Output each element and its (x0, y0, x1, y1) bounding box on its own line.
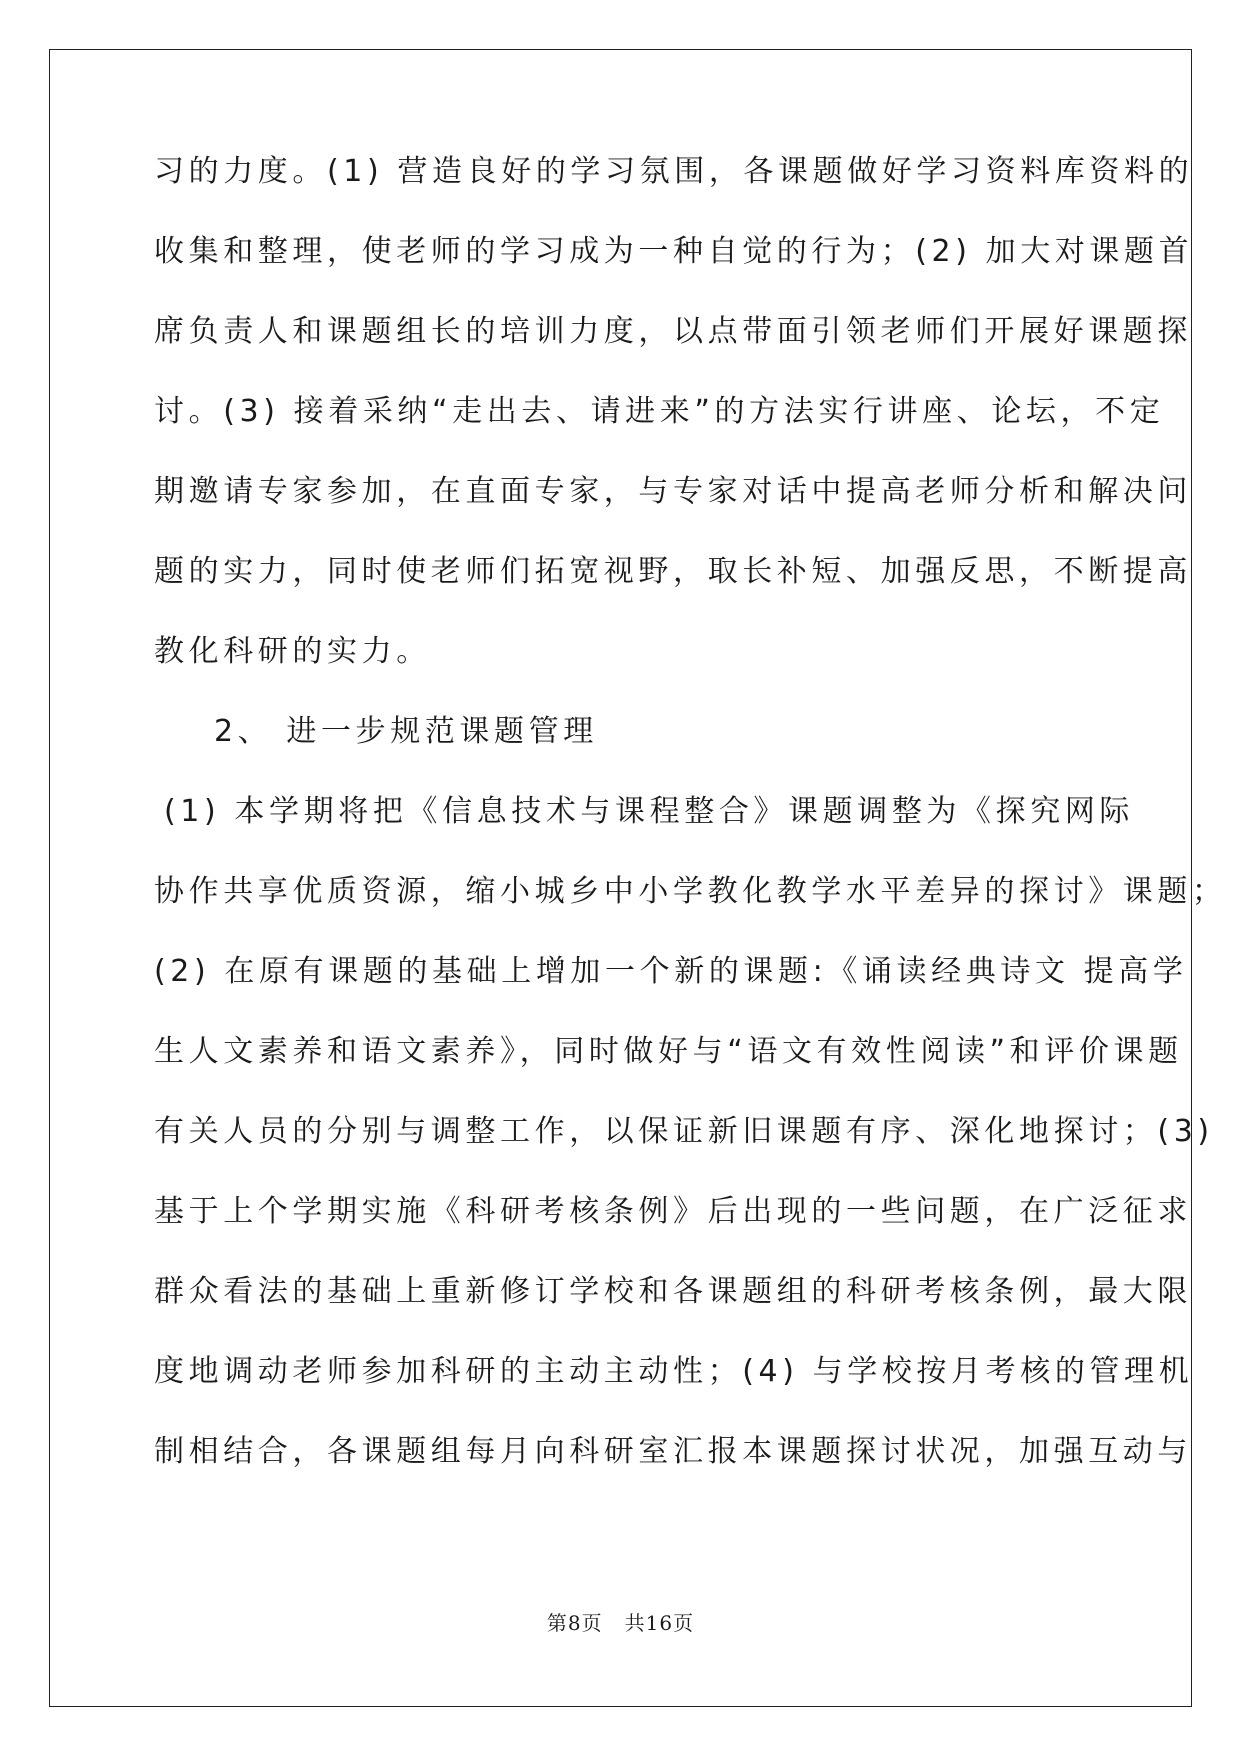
total-pages: 共16页 (624, 1611, 695, 1635)
paragraph-line: (1) 本学期将把《信息技术与课程整合》课题调整为《探究网际 (164, 794, 1135, 829)
paragraph-line: 有关人员的分别与调整工作，以保证新旧课题有序、深化地探讨；(3) (154, 1114, 1214, 1149)
paragraph-line: 题的实力，同时使老师们拓宽视野，取长补短、加强反思，不断提高 (154, 554, 1192, 589)
paragraph-line: (2) 在原有课题的基础上增加一个新的课题:《诵读经典诗文 提高学 (154, 954, 1188, 989)
paragraph-line: 席负责人和课题组长的培训力度，以点带面引领老师们开展好课题探 (154, 314, 1192, 349)
paragraph-line: 生人文素养和语文素养》，同时做好与“语文有效性阅读”和评价课题 (154, 1034, 1183, 1069)
paragraph-line: 收集和整理，使老师的学习成为一种自觉的行为；(2) 加大对课题首 (154, 234, 1194, 269)
paragraph-line: 教化科研的实力。 (154, 634, 431, 669)
paragraph-line: 制相结合，各课题组每月向科研室汇报本课题探讨状况，加强互动与 (154, 1434, 1192, 1469)
paragraph-line: 度地调动老师参加科研的主动主动性；(4) 与学校按月考核的管理机 (154, 1354, 1194, 1389)
paragraph-line: 基于上个学期实施《科研考核条例》后出现的一些问题，在广泛征求 (154, 1194, 1192, 1229)
page-footer (0, 1607, 1241, 1636)
page-number: 第8页 (546, 1611, 603, 1635)
paragraph-line: 协作共享优质资源，缩小城乡中小学教化教学水平差异的探讨》课题； (154, 874, 1227, 909)
section-heading: 2、 进一步规范课题管理 (214, 714, 598, 749)
paragraph-line: 习的力度。(1) 营造良好的学习氛围，各课题做好学习资料库资料的 (154, 154, 1194, 189)
paragraph-line: 期邀请专家参加，在直面专家，与专家对话中提高老师分析和解决问 (154, 474, 1192, 509)
paragraph-line: 讨。(3) 接着采纳“走出去、请进来”的方法实行讲座、论坛，不定 (154, 394, 1165, 429)
paragraph-line: 群众看法的基础上重新修订学校和各课题组的科研考核条例，最大限 (154, 1274, 1192, 1309)
